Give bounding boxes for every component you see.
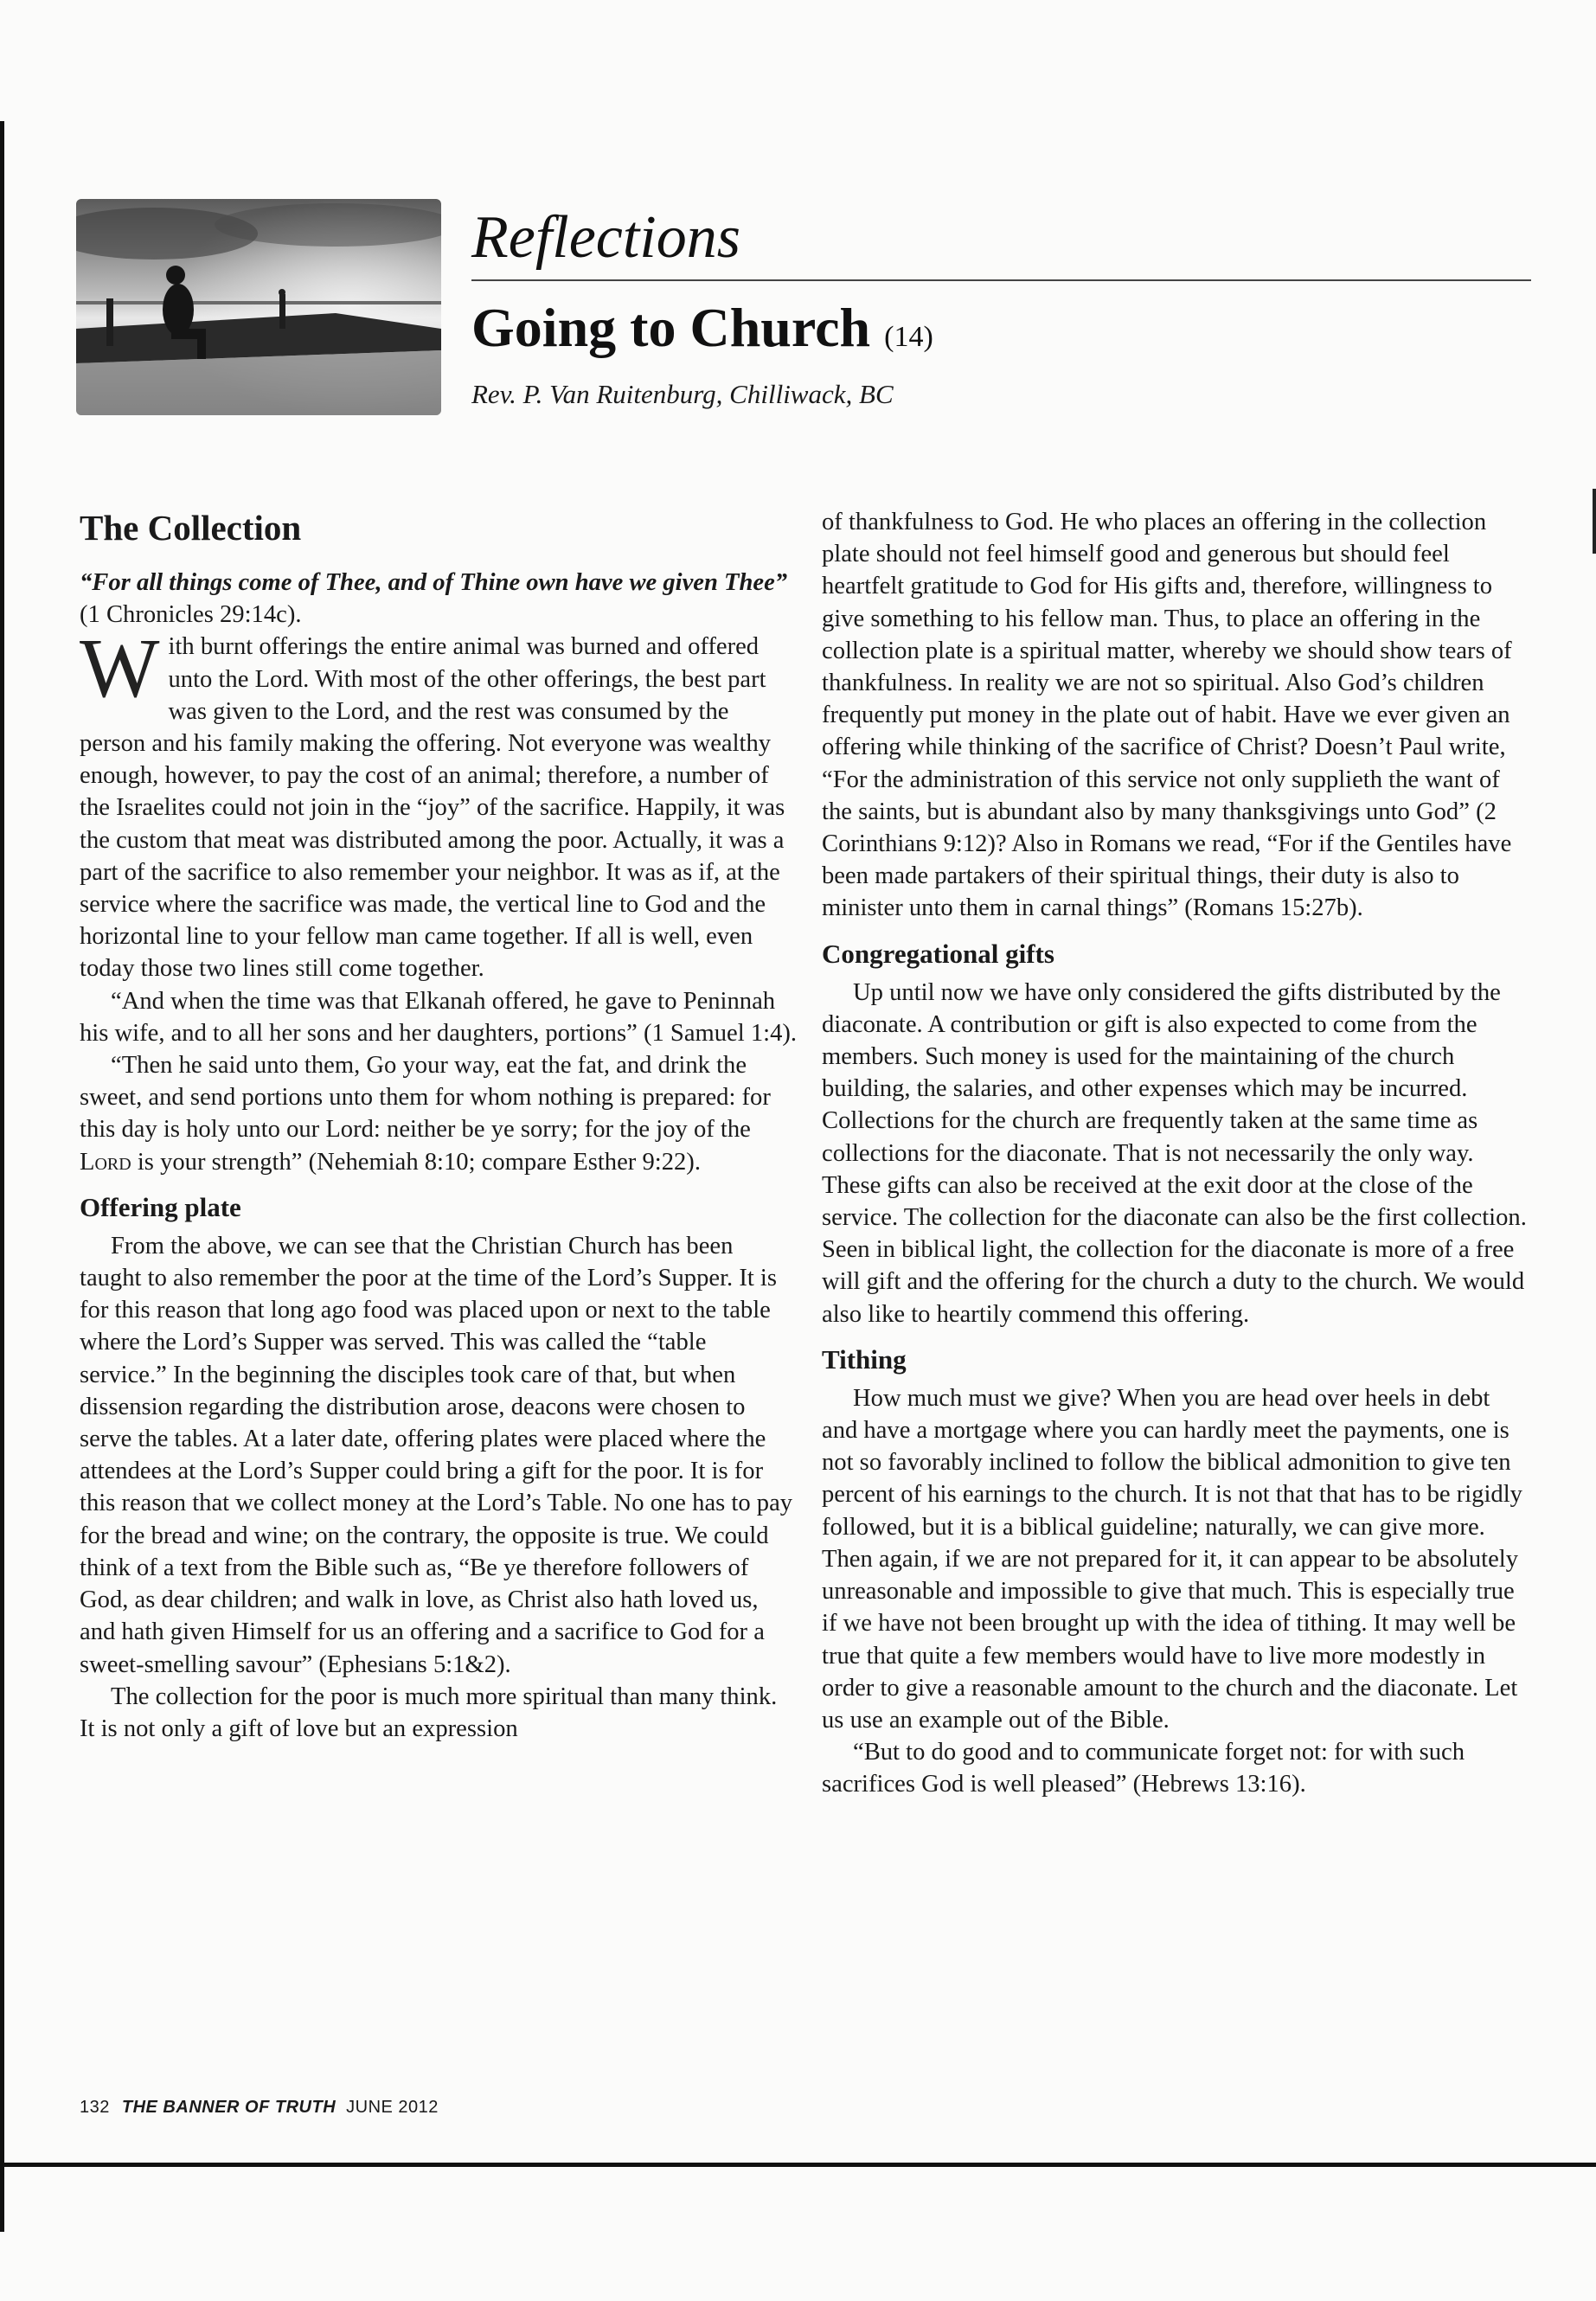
byline: Rev. P. Van Ruitenburg, Chilliwack, BC — [471, 379, 894, 409]
paragraph-4: From the above, we can see that the Christian Church has been taught to also remember the poor at the time of the Lord’s Supper. It is for this reason that long ago food was placed upon or next to the table where the Lord’s Supper was served. This was called the “table service.” In the beginning the disciples took care of that, but when dissension regarding the distribution arose, deacons were chosen to serve the tables. At a later date, offering plates were placed where the attendees at the Lord’s Supper could bring a gift for the poor. It is for this reason that we collect money at the Lord’s Table. No one has to pay for the bread and wine; on the contrary, the opposite is true. We could think of a text from the Bible such as, “Be ye therefore followers of God, as dear children; and walk in love, as Christ also hath loved us, and hath given Himself for us an offering and a sacrifice to God for a sweet-smelling savour” (Ephesians 5:1&2). — [80, 1232, 793, 1678]
article-header — [471, 203, 1531, 410]
paragraph-9: “But to do good and to communicate forget not: for with such sacrifices God is well pleased” (Hebrews 13:16). — [822, 1739, 1465, 1798]
section-label: Reflections — [471, 203, 1531, 281]
paragraph-3 — [80, 1049, 798, 1178]
epigraph-reference: (1 Chronicles 29:14c). — [80, 601, 302, 629]
page-edge-mark — [1593, 489, 1596, 554]
epigraph — [80, 567, 798, 631]
bottom-rule — [0, 2163, 1596, 2167]
issue-date: JUNE 2012 — [346, 2098, 439, 2117]
paragraph-7: Up until now we have only considered the gifts distributed by the diaconate. A contribution or gift is also expected to come from the members. Such money is used for the maintaining of the church building, the salaries, and other expenses which may be incurred. Collections for the church are frequently taken at the same time as collections for the diaconate. That is not necessarily the only way. These gifts can also be received at the exit door at the close of the service. The collection for the diaconate can also be the first collection. Seen in biblical light, the collection for the diaconate is more of a free will gift and the offering for the church a duty to the church. We would also like to heartily commend this offering. — [822, 978, 1527, 1328]
paragraph-3-text-b: is your strength” (Nehemiah 8:10; compare Esther 9:22). — [131, 1148, 701, 1176]
header-photo — [76, 199, 441, 415]
column-right — [822, 506, 1531, 1801]
subheading-offering-plate: Offering plate — [80, 1191, 241, 1222]
page-edge-shadow — [0, 121, 4, 2232]
publication-name: THE BANNER OF TRUTH — [121, 2098, 337, 2117]
subheading-congregational-gifts: Congregational gifts — [822, 938, 1054, 969]
paragraph-3-text-a: “Then he said unto them, Go your way, eat the fat, and drink the sweet, and send portions unto them for whom nothing is prepared: for this day is holy unto our Lord: neither be ye sorry; for the joy of the — [80, 1052, 771, 1144]
page-number: 132 — [80, 2098, 110, 2117]
part-number: (14) — [884, 321, 933, 353]
article-heading: The Collection — [80, 508, 302, 548]
column-left — [80, 506, 798, 1745]
paragraph-1-text: ith burnt offerings the entire animal was burned and offered unto the Lord. With most of the other offerings, the best part was given to the Lord, and the rest was consumed by the person and his family making the offering. Not everyone was wealthy enough, however, to pay the cost of an animal; therefore, a number of the Israelites could not join in the “joy” of the sacrifice. Happily, it was the custom that meat was distributed among the poor. Actually, it was a part of the sacrifice to also remember your neighbor. It was as if, at the service where the sacrifice was made, the vertical line to God and the horizontal line to your fellow man came together. If all is well, even today those two lines still come together. — [80, 633, 785, 983]
title-text: Going to Church — [471, 297, 871, 358]
paragraph-5: The collection for the poor is much more spiritual than many think. It is not only a gift of love but an expression — [80, 1682, 778, 1742]
subheading-tithing: Tithing — [822, 1343, 907, 1375]
paragraph-1 — [80, 622, 798, 984]
drop-cap: W — [80, 622, 160, 716]
paragraph-8: How much must we give? When you are head over heels in debt and have a mortgage where you can hardly meet the payments, one is not so favorably inclined to follow the biblical admonition to give ten percent of his earnings to the church. It is not that that has to be rigidly followed, but it is a biblical guideline; naturally, we can give more. Then again, if we are not prepared for it, it can appear to be absolutely unreasonable and impossible to give that much. This is especially true if we have not been brought up with the idea of tithing. It may well be true that quite a few members would have to live more modestly in order to give a reasonable amount to the church and the diaconate. Let us use an example out of the Bible. — [822, 1384, 1522, 1734]
article-title — [471, 297, 1531, 369]
paragraph-6: of thankfulness to God. He who places an offering in the collection plate should not feel himself good and generous but should feel heartfelt gratitude to God for His gifts and, therefore, willingness to give something to his fellow man. Thus, to place an offering in the collection plate is a spiritual matter, whereby we should show tears of thankfulness. In reality we are not so spiritual. Also God’s children frequently put money in the plate out of habit. Have we ever given an offering while thinking of the sacrifice of Christ? Doesn’t Paul write, “For the administration of this service not only supplieth the want of the saints, but is abundant also by many thanksgivings unto God” (2 Corinthians 9:12)? Also in Romans we read, “For if the Gentiles have been made partakers of their spiritual things, their duty is also to minister unto them in carnal things” (Romans 15:27b). — [822, 509, 1512, 922]
page-footer — [80, 2098, 439, 2118]
person-sitting-on-dock-image — [76, 199, 441, 415]
lord-small-caps: Lord — [80, 1148, 131, 1176]
epigraph-quote: “For all things come of Thee, and of Thine own have we given Thee” — [80, 569, 788, 596]
paragraph-2: “And when the time was that Elkanah offered, he gave to Peninnah his wife, and to all her sons and her daughters, portions” (1 Samuel 1:4). — [80, 987, 798, 1047]
